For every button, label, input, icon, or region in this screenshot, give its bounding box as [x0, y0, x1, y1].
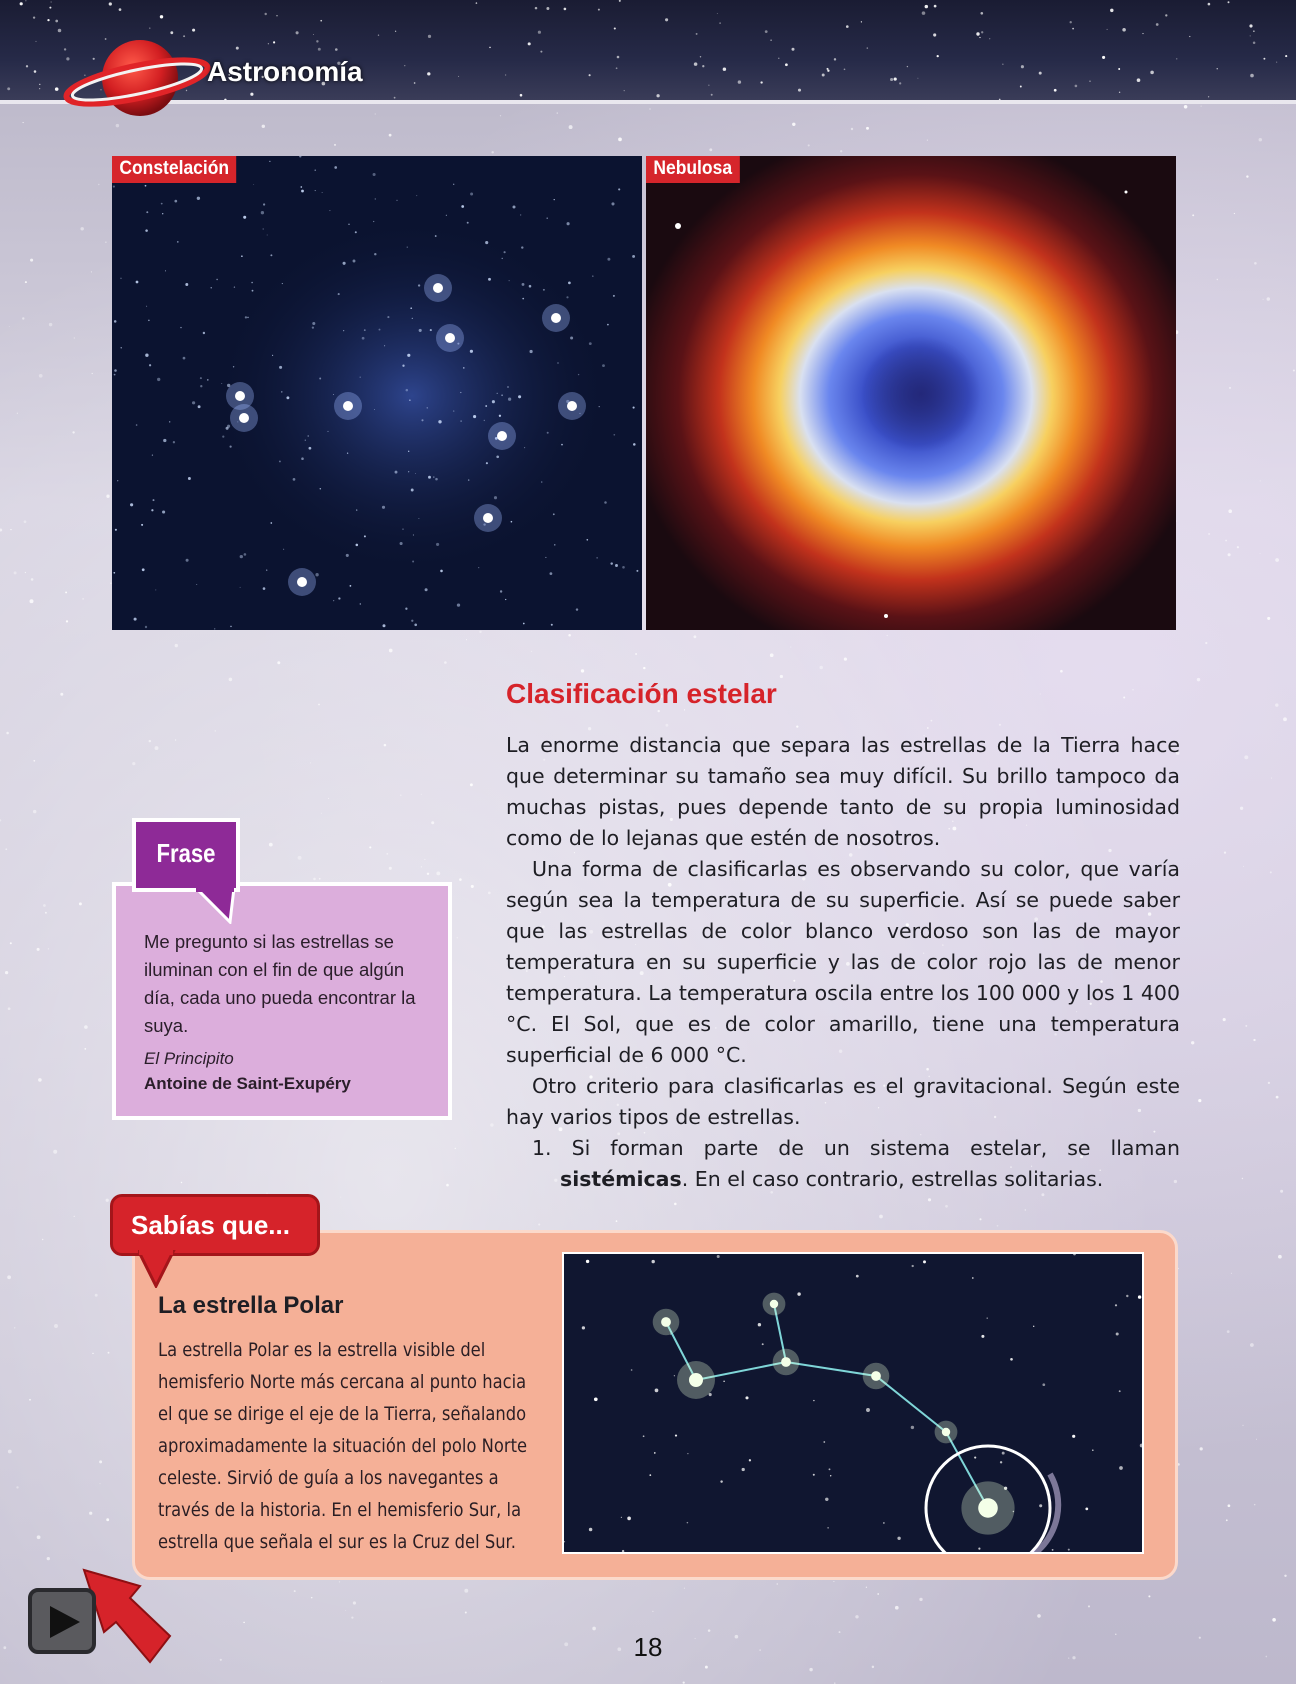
- list-bold-term: sistémicas: [560, 1167, 682, 1191]
- did-you-know-tag: [110, 1194, 320, 1256]
- list-number: 1.: [532, 1136, 552, 1160]
- quote-book: El Principito: [144, 1049, 234, 1068]
- article-paragraph: La enorme distancia que separa las estrellas de la Tierra hace que determinar su tamaño sea muy difícil. Su brillo tampoco da muchas pistas, pues depende tanto de su propia luminosidad como de lo lejanas que estén de nosotros.: [506, 733, 1180, 850]
- play-icon: [44, 1602, 84, 1642]
- constellation-photo: [112, 156, 642, 630]
- article-body: [506, 730, 1180, 1195]
- helix-nebula-image: [646, 156, 1176, 630]
- quote-text: Me pregunto si las estrellas se iluminan con el fin de que algún día, cada uno pueda encontrar la suya.: [144, 931, 416, 1036]
- page-number: 18: [633, 1632, 663, 1662]
- list-text: Si forman parte de un sistema estelar, se llaman: [571, 1136, 1180, 1160]
- nebula-photo: [646, 156, 1176, 630]
- photo-tag-constelacion: Constelación: [112, 156, 236, 183]
- list-text-after: . En el caso contrario, estrellas solitarias.: [681, 1167, 1104, 1191]
- speech-tail-icon: [138, 1250, 178, 1288]
- article-paragraph: Una forma de clasificarlas es observando su color, que varía según sea la temperatura de su superficie. Así se puede saber que las estrellas de color blanco verdoso son las de mayor temperatura en su superficie y las de color rojo las de menor temperatura. La temperatura oscila entre los 100 000 y los 1 400 °C. El Sol, que es de color amarillo, tiene una temperatura superficial de 6 000 °C.: [506, 857, 1180, 1067]
- quote-label: Frase: [156, 838, 216, 868]
- section-title: Astronomía: [207, 56, 363, 87]
- play-button[interactable]: [28, 1588, 96, 1654]
- speech-tail-icon: [196, 888, 236, 924]
- quote-label-tag: [132, 818, 240, 892]
- article-title: Clasificación estelar: [506, 678, 777, 709]
- article-paragraph: Otro criterio para clasificarlas es el gravitacional. Según este hay varios tipos de estrellas.: [506, 1074, 1180, 1129]
- ursa-minor-illustration: [562, 1252, 1144, 1554]
- polar-star-text: La estrella Polar es la estrella visible del hemisferio Norte más cercana al punto hacia el que se dirige el eje de la Tierra, señalando aproximadamente la situación del polo Norte celeste. Sirvió de guía a los navegantes a través de la historia. En el hemisferio Sur, la estrella que señala el sur es la Cruz del Sur.: [158, 1339, 528, 1553]
- photo-tag-nebulosa: Nebulosa: [646, 156, 739, 183]
- pleiades-image: [112, 156, 642, 630]
- article-list-item: [506, 1133, 1180, 1195]
- polar-star-title: La estrella Polar: [158, 1292, 344, 1319]
- planet-logo-icon: [62, 30, 212, 130]
- quote-author: Antoine de Saint-Exupéry: [144, 1074, 351, 1093]
- did-you-know-label: Sabías que...: [131, 1210, 290, 1240]
- constellation-diagram: [564, 1254, 1144, 1554]
